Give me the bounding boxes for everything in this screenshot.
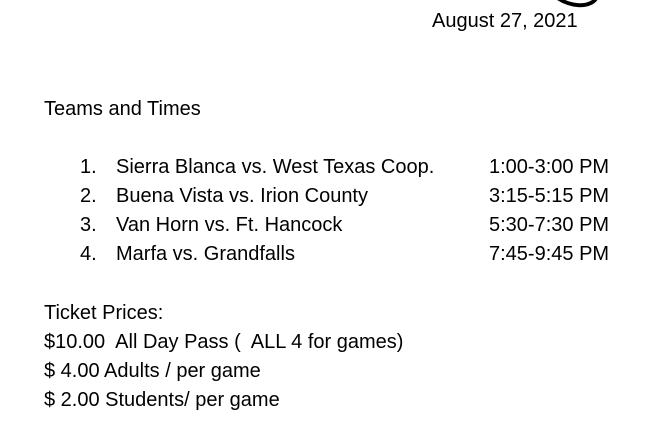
- game-matchup: Sierra Blanca vs. West Texas Coop.: [116, 156, 435, 178]
- game-matchup: Van Horn vs. Ft. Hancock: [116, 214, 343, 236]
- game-time: 7:45-9:45 PM: [489, 243, 610, 265]
- game-matchup: Buena Vista vs. Irion County: [116, 185, 368, 207]
- game-time: 3:15-5:15 PM: [489, 185, 610, 207]
- ticket-price-adults: $ 4.00 Adults / per game: [44, 360, 261, 382]
- game-matchup: Marfa vs. Grandfalls: [116, 243, 295, 265]
- ticket-prices-section: [44, 301, 564, 417]
- ticket-price-students: $ 2.00 Students/ per game: [44, 389, 280, 411]
- game-row-4: [80, 242, 640, 271]
- teams-times-heading: Teams and Times: [44, 98, 201, 120]
- game-number: 3.: [80, 214, 97, 236]
- game-row-3: [80, 213, 640, 242]
- game-time: 1:00-3:00 PM: [489, 156, 610, 178]
- ticket-prices-heading: Ticket Prices:: [44, 302, 164, 324]
- ticket-price-all-day: $10.00 All Day Pass ( ALL 4 for games): [44, 331, 404, 353]
- game-time: 5:30-7:30 PM: [489, 214, 610, 236]
- event-date: August 27, 2021: [432, 10, 578, 32]
- game-row-2: [80, 184, 640, 213]
- game-schedule-list: [80, 155, 640, 271]
- game-row-1: [80, 155, 640, 184]
- game-number: 2.: [80, 185, 97, 207]
- game-number: 4.: [80, 243, 97, 265]
- game-number: 1.: [80, 156, 97, 178]
